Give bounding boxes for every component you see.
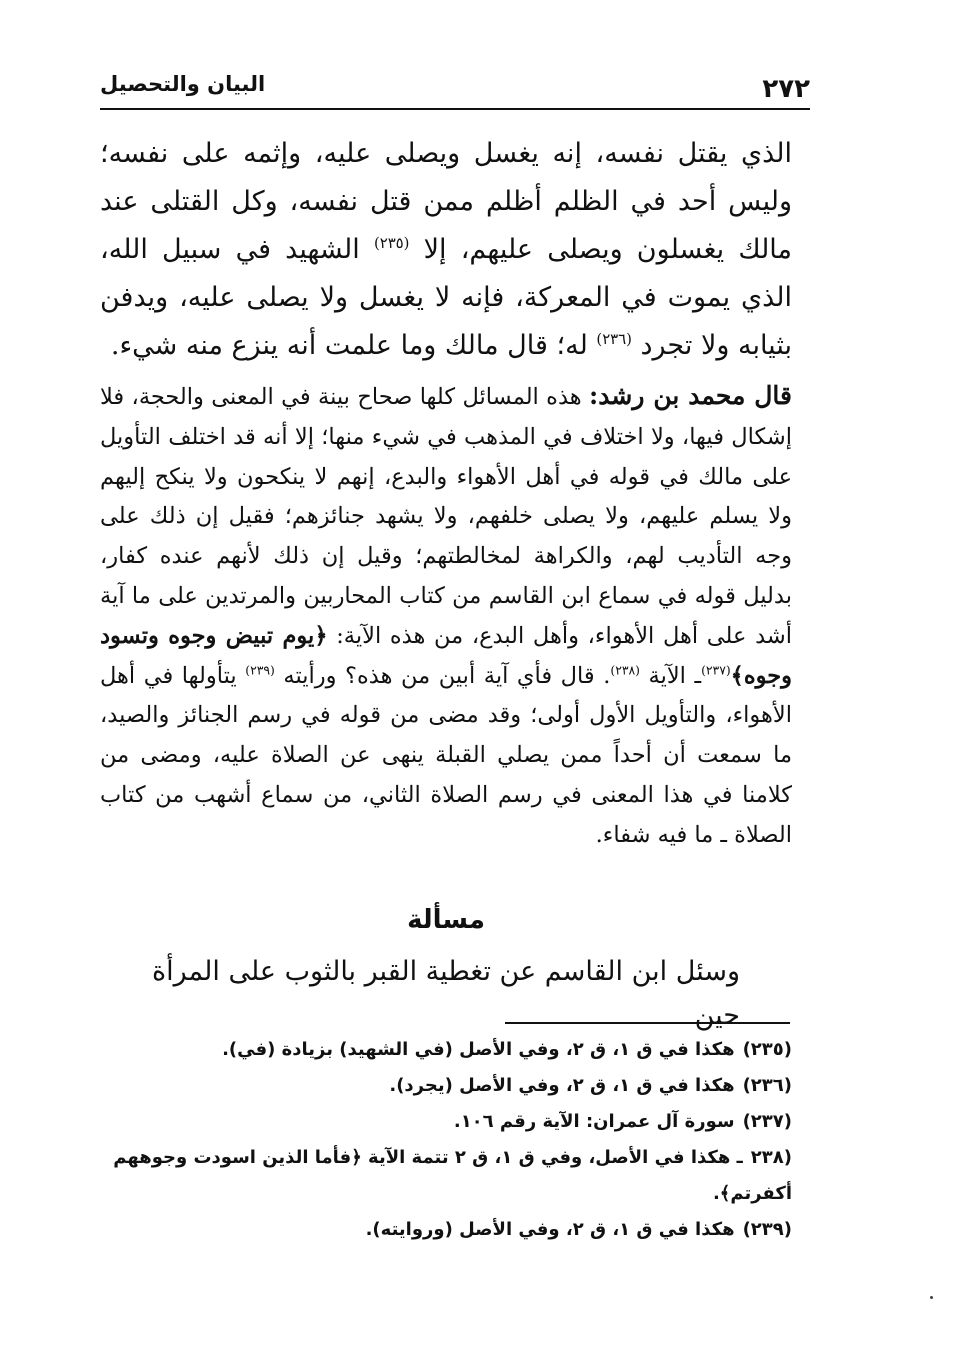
footnote-number: (٢٣٧): [742, 1111, 792, 1132]
paragraph-text: هذه المسائل كلها صحاح بينة في المعنى والحجة، فلا إشكال فيها، ولا اختلاف في المذهب في شيء منها؛ إلا أنه قد اختلف التأويل على مالك في قوله في أهل الأهواء والبدع، إنهم لا ينكحون ولا ينكح إليهم ولا يسلم عليهم، ولا يصلى خلفهم، ولا يشهد جنائزهم؛ فقيل إن ذلك على وجه التأديب لهم، والكراهة لمخالطتهم؛ وقيل إن ذلك لأنهم عنده كفار، بدليل قوله في سماع ابن القاسم من كتاب المحاربين والمرتدين على ما آية أشد على أهل الأهواء، وأهل البدع، من هذه الآية:: [100, 384, 793, 649]
scan-speck: [930, 1296, 933, 1299]
speaker-label: قال محمد بن رشد:: [589, 381, 793, 410]
quran-quote: ﴿يوم تبيض وجوه وتسود وجوه﴾: [100, 622, 793, 689]
book-title: البيان والتحصيل: [100, 72, 266, 96]
paragraph-text: يتأولها في أهل الأهواء، والتأويل الأول أولى؛ وقد مضى من قوله في رسم الجنائز والصيد، ما سمعت أن أحداً ممن يصلي القبلة ينهى عن الصلاة عليه، ومضى من كلامنا في هذا المعنى في رسم الصلاة الثاني، من سماع أشهب من كتاب الصلاة ـ ما فيه شفاء.: [100, 662, 792, 848]
footnote-number: (٢٣٨: [750, 1147, 792, 1168]
footnote-ref-236: (٢٣٦): [596, 330, 632, 348]
footnotes: [100, 1032, 792, 1248]
footnote-ref-238: (٢٣٨): [610, 663, 640, 678]
footnote-text: سورة آل عمران: الآية رقم ١٠٦.: [453, 1111, 735, 1132]
footnote-text: هكذا في ق ١، ق ٢، وفي الأصل (وروايته).: [365, 1219, 735, 1240]
footnote-ref-235: (٢٣٥): [373, 234, 410, 252]
footnote-237: [100, 1104, 792, 1140]
footnote-number: (٢٣٥): [742, 1039, 792, 1060]
footnote-ref-237: (٢٣٧): [701, 663, 731, 678]
paragraph-text: الشهيد في سبيل الله، الذي يموت في المعركة، فإنه لا يغسل ولا يصلى عليه، ويدفن بثيابه ولا تجرد: [100, 234, 792, 361]
footnote-239: [100, 1212, 792, 1248]
footnote-text: ـ هكذا في الأصل، وفي ق ١، ق ٢ تتمة الآية ﴿فأما الذين اسودت وجوههم أكفرتم﴾.: [113, 1147, 792, 1204]
page-number: ٢٧٢: [762, 74, 810, 104]
paragraph-text: له؛ قال مالك وما علمت أنه ينزع منه شيء.: [110, 330, 588, 361]
paragraph-malik-quote: [100, 130, 792, 370]
main-text: [100, 130, 792, 856]
paragraph-text: ـ الآية: [648, 662, 702, 689]
paragraph-text: الذي يقتل نفسه، إنه يغسل ويصلى عليه، وإثمه على نفسه؛ وليس أحد في الظلم أظلم ممن قتل نفسه، وكل القتلى عند مالك يغسلون ويصلى عليهم، إلا: [100, 138, 792, 265]
section-title: مسألة: [407, 905, 485, 935]
paragraph-ibn-rushd-commentary: [100, 376, 792, 856]
footnote-divider: [505, 1022, 790, 1024]
footnote-235: [100, 1032, 792, 1068]
footnote-text: هكذا في ق ١، ق ٢، وفي الأصل (يجرد).: [389, 1075, 735, 1096]
footnote-238: [100, 1140, 792, 1212]
section-body: وسئل ابن القاسم عن تغطية القبر بالثوب على المرأة حين: [151, 956, 740, 1031]
footnote-236: [100, 1068, 792, 1104]
footnote-text: هكذا في ق ١، ق ٢، وفي الأصل (في الشهيد) بزيادة (في).: [222, 1039, 735, 1060]
paragraph-text: . قال فأي آية أبين من هذه؟ ورأيته: [283, 662, 611, 689]
footnote-ref-239: (٢٣٩): [245, 663, 275, 678]
running-header: [100, 64, 810, 110]
footnote-number: (٢٣٦): [742, 1075, 792, 1096]
footnote-number: (٢٣٩): [742, 1219, 792, 1240]
